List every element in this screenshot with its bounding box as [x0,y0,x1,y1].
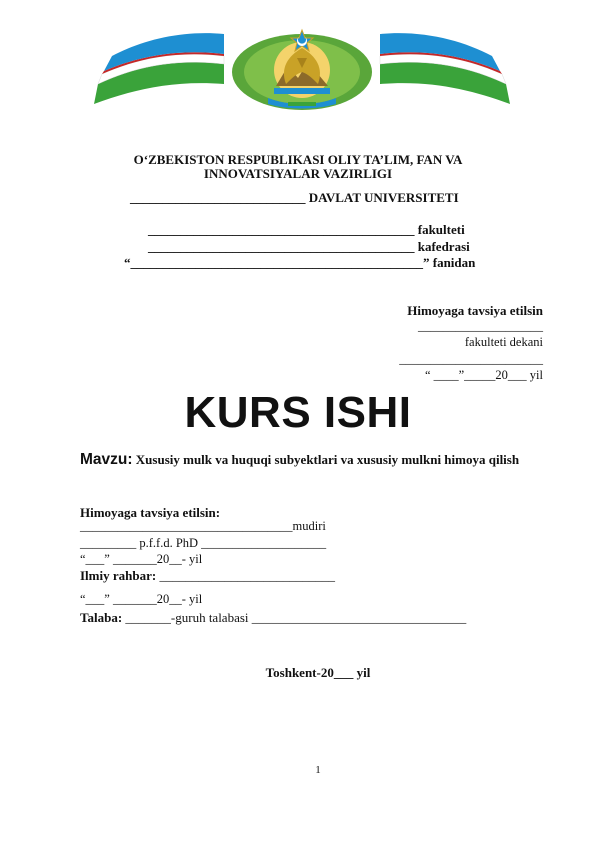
faculty-line: _________________________________________ fakulteti [148,222,465,237]
dean-name-line: _______________________ [399,352,543,366]
approval-date: “ ____”_____20___ yil [424,368,543,382]
approval-date-2: “___” _______20__- yil [80,592,203,606]
student-group-line: _______-guruh talabasi _________________________________ [122,610,467,625]
city-year: Toshkent-20___ yil [265,665,371,680]
dean-label: fakulteti dekani [464,335,543,349]
approval-signature-line: ____________________ [418,319,543,333]
topic-label: Mavzu: [80,451,133,468]
advisor-label: Ilmiy rahbar: [80,568,157,583]
approval-date-1: “___” _______20__- yil [80,552,203,566]
student-line [80,610,466,625]
approval-bottom-title: Himoyaga tavsiya etilsin: [80,505,221,520]
phd-line: _________ p.f.f.d. PhD ____________________ [80,536,327,550]
approval-title: Himoyaga tavsiya etilsin [407,303,543,318]
student-label: Talaba: [80,610,123,625]
advisor-signature-line: ___________________________ [156,568,335,583]
page-number: 1 [315,764,321,776]
subject-line: “_____________________________________________” fanidan [124,255,476,270]
university-line: ___________________________ DAVLAT UNIVERSITETI [130,190,459,205]
ministry-title-line1: O‘ZBEKISTON RESPUBLIKASI OLIY TA’LIM, FAN VA [133,152,463,167]
department-line: _________________________________________ kafedrasi [148,239,470,254]
topic-line [80,451,519,469]
ministry-title-line2: INNOVATSIYALAR VAZIRLIGI [203,166,393,181]
state-emblem-icon [92,28,512,110]
topic-text: Xususiy mulk va huquqi subyektlari va xususiy mulkni himoya qilish [132,452,520,467]
head-of-department-line: __________________________________mudiri [80,519,326,533]
document-title: KURS ISHI [184,388,412,437]
advisor-line [80,568,335,583]
